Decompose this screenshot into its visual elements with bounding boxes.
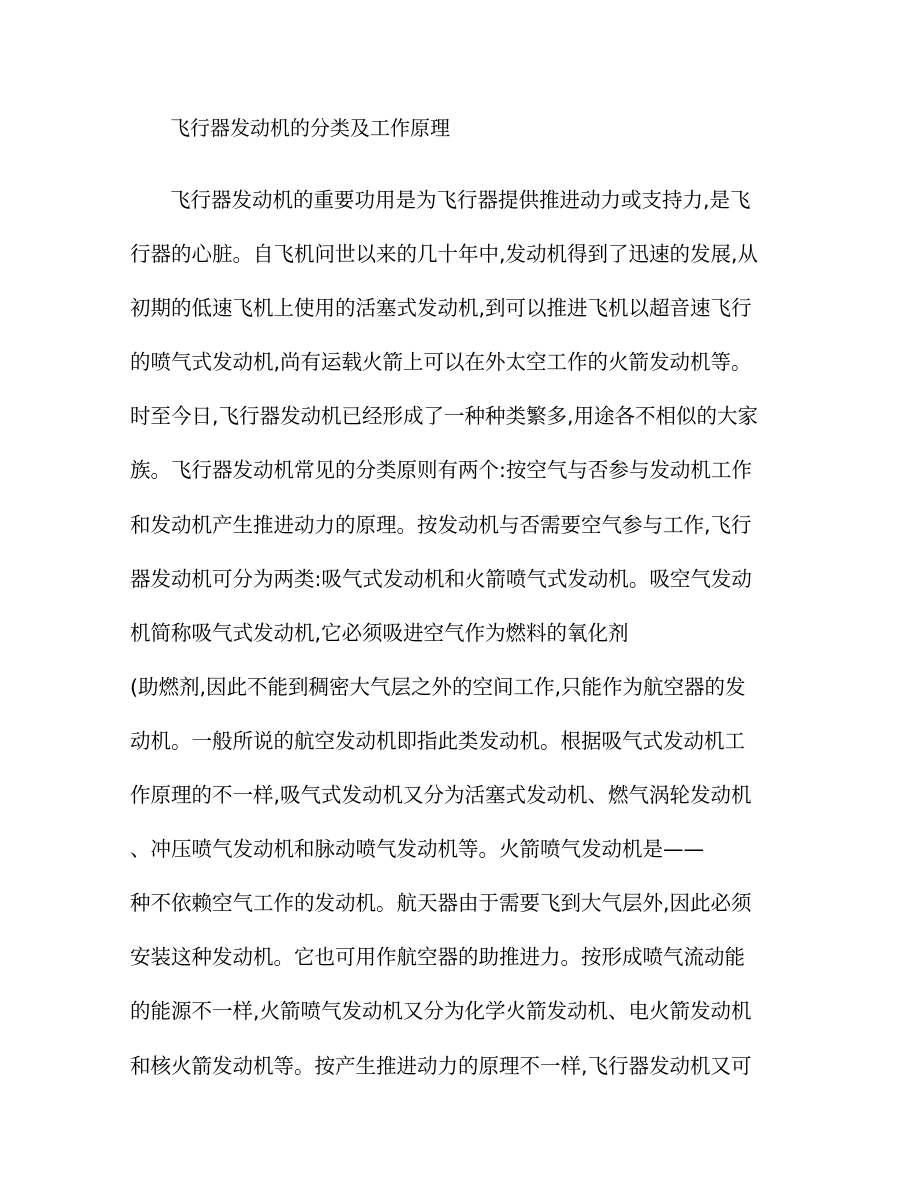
body-line: 作原理的不一样,吸气式发动机又分为活塞式发动机、燃气涡轮发动机 xyxy=(130,783,752,808)
body-line: 和核火箭发动机等。按产生推进动力的原理不一样,飞行器发动机又可 xyxy=(130,1053,752,1078)
body-line: 族。飞行器发动机常见的分类原则有两个:按空气与否参与发动机工作 xyxy=(130,458,752,483)
body-line: 机简称吸气式发动机,它必须吸进空气作为燃料的氧化剂 xyxy=(130,620,629,645)
document-body xyxy=(130,180,790,1100)
document-title: 飞行器发动机的分类及工作原理 xyxy=(170,116,450,140)
body-line: 动机。一般所说的航空发动机即指此类发动机。根据吸气式发动机工 xyxy=(130,728,745,753)
body-line: 和发动机产生推进动力的原理。按发动机与否需要空气参与工作,飞行 xyxy=(130,512,752,537)
body-line: 的能源不一样,火箭喷气发动机又分为化学火箭发动机、电火箭发动机 xyxy=(130,999,752,1024)
body-line: 时至今日,飞行器发动机已经形成了一种种类繁多,用途各不相似的大家 xyxy=(130,404,759,429)
body-line: 的喷气式发动机,尚有运载火箭上可以在外太空工作的火箭发动机等。 xyxy=(130,350,752,375)
body-line: 初期的低速飞机上使用的活塞式发动机,到可以推进飞机以超音速飞行 xyxy=(130,296,752,321)
body-line: 行器的心脏。自飞机问世以来的几十年中,发动机得到了迅速的发展,从 xyxy=(130,242,759,267)
body-line: 、冲压喷气发动机和脉动喷气发动机等。火箭喷气发动机是—— xyxy=(130,837,704,862)
body-line: (助燃剂,因此不能到稠密大气层之外的空间工作,只能作为航空器的发 xyxy=(130,674,746,699)
body-line: 种不依赖空气工作的发动机。航天器由于需要飞到大气层外,因此必须 xyxy=(130,891,752,916)
body-line: 器发动机可分为两类:吸气式发动机和火箭喷气式发动机。吸空气发动 xyxy=(130,566,752,591)
body-line: 飞行器发动机的重要功用是为飞行器提供推进动力或支持力,是飞 xyxy=(170,188,751,212)
body-line: 安装这种发动机。它也可用作航空器的助推进力。按形成喷气流动能 xyxy=(130,945,745,970)
